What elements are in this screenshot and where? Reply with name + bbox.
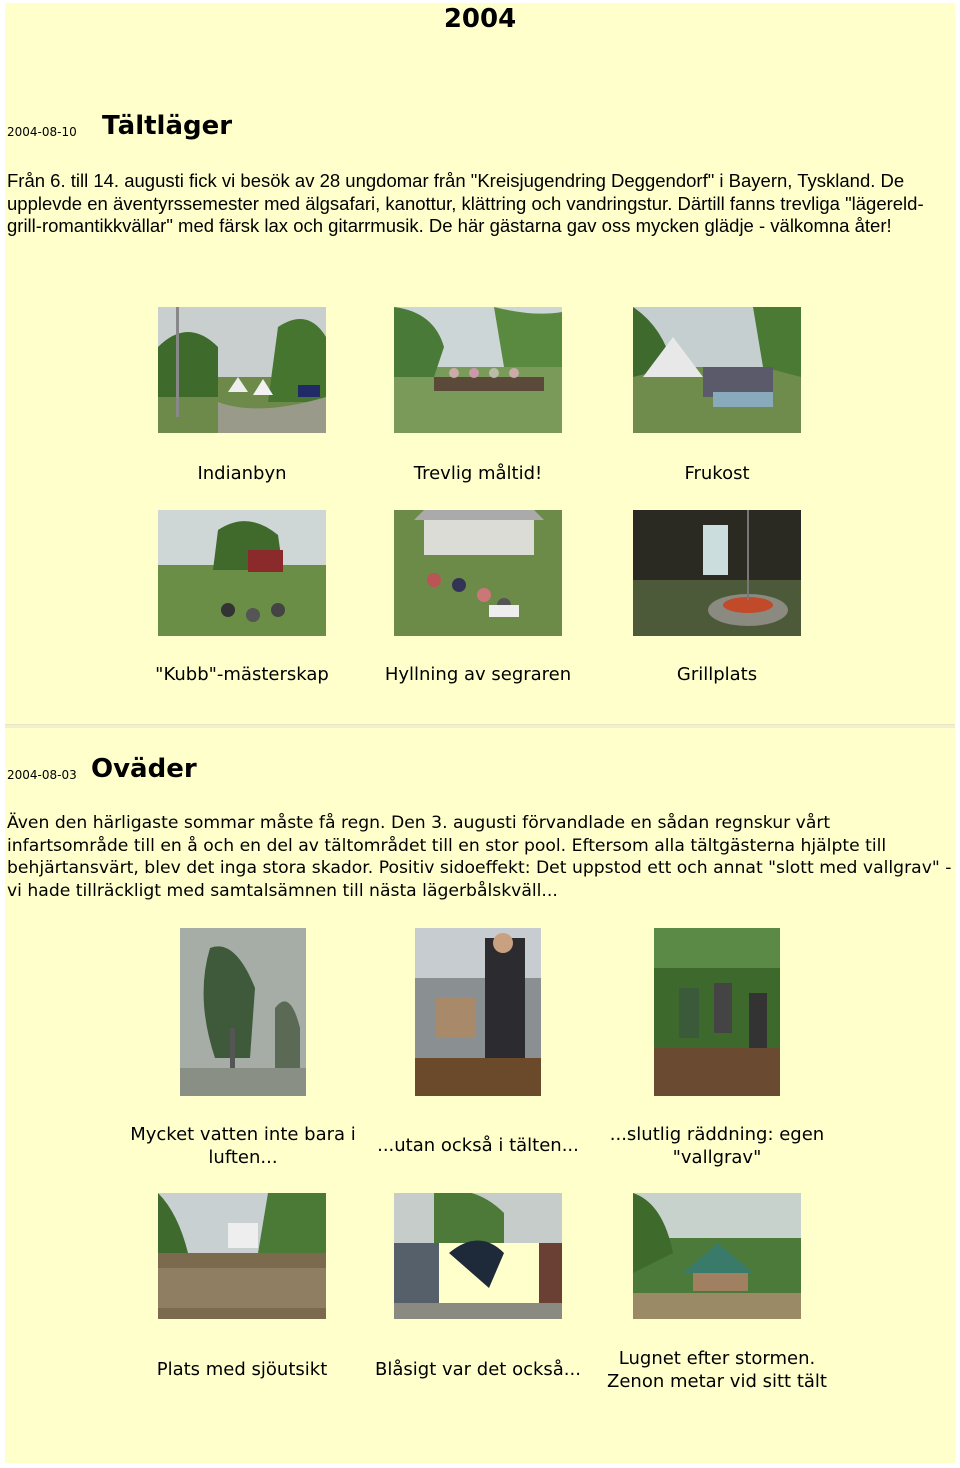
caption-kubb: "Kubb"-mästerskap [155, 664, 329, 685]
photo-frukost[interactable] [633, 307, 801, 433]
photo-sjoutsikt[interactable] [158, 1193, 326, 1319]
caption-blasigt: Blåsigt var det också... [375, 1359, 581, 1380]
caption-indianbyn: Indianbyn [197, 463, 287, 484]
caption-grillplats: Grillplats [676, 664, 758, 685]
photo-grillplats[interactable] [633, 510, 801, 636]
photo-blasigt[interactable] [394, 1193, 562, 1319]
caption-lugnet: Lugnet efter stormen. Zenon metar vid sitt tält [607, 1348, 827, 1392]
photo-regn[interactable] [180, 928, 306, 1096]
photo-kubb[interactable] [158, 510, 326, 636]
photo-vallgrav[interactable] [654, 928, 780, 1096]
page-title: 2004 [443, 4, 517, 34]
caption-talten: ...utan också i tälten... [377, 1135, 579, 1156]
caption-hyllning: Hyllning av segraren [384, 664, 572, 685]
entry-text: Även den härligaste sommar måste få regn. Den 3. augusti förvandlade en sådan regnskur vårt infartsområde till en å och en del av tältområdet till en stor pool. Eftersom alla tältgästerna hjälpte till behjärtansvärt, blev det inga stora skador. Positiv sidoeffekt: Det uppstod ett och annat "slott med vallgrav" - vi hade tillräckligt med samtalsämnen till nästa lägerbålskväll... [7, 813, 952, 901]
entry-title: Tältläger [102, 111, 233, 141]
photo-lugnet[interactable] [633, 1193, 801, 1319]
entry-title: Oväder [91, 754, 197, 784]
photo-i-talten[interactable] [415, 928, 541, 1096]
entry-text: Från 6. till 14. augusti fick vi besök av 28 ungdomar från "Kreisjugendring Deggendorf" i Bayern, Tyskland. De upplevde en äventyrssemester med älgsafari, kanottur, klättring och vandringstur. Därtill fanns trevliga "lägereld-grill-romantikkvällar" med färsk lax och gitarrmusik. De här gästarna gav oss mycken glädje - välkomna åter! [7, 170, 924, 236]
entry-date: 2004-08-10 [7, 125, 77, 139]
caption-vallgrav: ...slutlig räddning: egen "vallgrav" [609, 1124, 825, 1168]
photo-indianbyn[interactable] [158, 307, 326, 433]
caption-frukost: Frukost [684, 463, 750, 484]
photo-hyllning[interactable] [394, 510, 562, 636]
caption-trevlig-maltid: Trevlig måltid! [413, 463, 543, 484]
entry-date: 2004-08-03 [7, 768, 77, 782]
photo-trevlig-maltid[interactable] [394, 307, 562, 433]
caption-vatten: Mycket vatten inte bara i luften... [130, 1124, 356, 1168]
section-divider [5, 724, 955, 728]
caption-sjoutsikt: Plats med sjöutsikt [156, 1359, 328, 1380]
